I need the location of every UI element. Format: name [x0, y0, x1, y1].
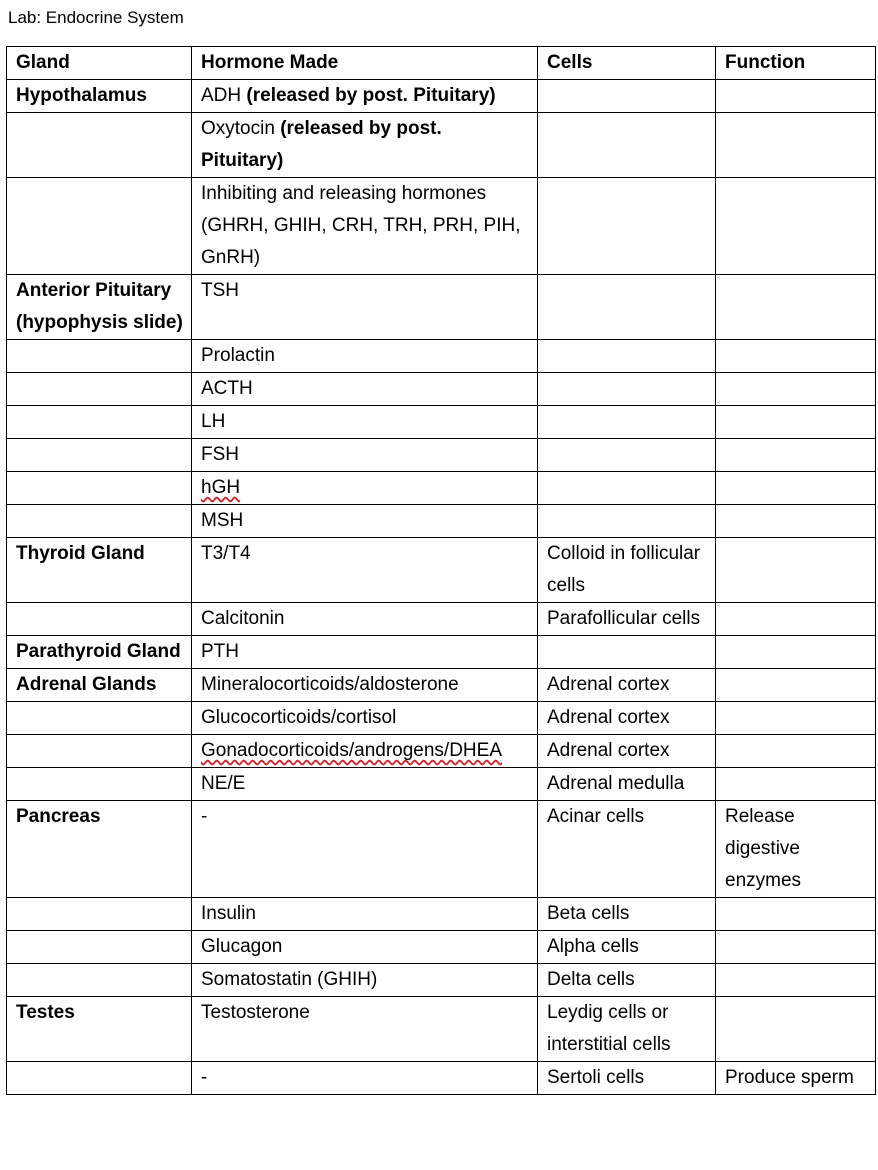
gland-cell [7, 472, 192, 505]
hormone-cell: Glucocorticoids/cortisol [192, 702, 538, 735]
table-row [7, 898, 876, 931]
cells-cell: Colloid in follicular cells [538, 538, 716, 603]
function-cell [716, 472, 876, 505]
table-row [7, 669, 876, 702]
gland-cell [7, 1062, 192, 1095]
hormone-cell [192, 113, 538, 178]
hormone-cell: Glucagon [192, 931, 538, 964]
gland-cell: Pancreas [7, 801, 192, 898]
function-cell [716, 538, 876, 603]
gland-cell [7, 603, 192, 636]
hormone-cell: LH [192, 406, 538, 439]
gland-cell [7, 340, 192, 373]
function-cell [716, 931, 876, 964]
function-cell [716, 80, 876, 113]
table-row [7, 538, 876, 603]
gland-cell [7, 768, 192, 801]
gland-cell [7, 373, 192, 406]
function-cell [716, 373, 876, 406]
function-cell [716, 898, 876, 931]
document-title: Lab: Endocrine System [8, 8, 184, 27]
function-cell [716, 636, 876, 669]
cells-cell: Parafollicular cells [538, 603, 716, 636]
function-cell [716, 113, 876, 178]
cells-cell: Adrenal medulla [538, 768, 716, 801]
cells-cell: Adrenal cortex [538, 702, 716, 735]
gland-cell: Adrenal Glands [7, 669, 192, 702]
hormone-cell: Testosterone [192, 997, 538, 1062]
function-cell: Release digestive enzymes [716, 801, 876, 898]
cells-cell [538, 406, 716, 439]
hormone-cell [192, 472, 538, 505]
table-row [7, 964, 876, 997]
function-cell [716, 997, 876, 1062]
gland-cell [7, 702, 192, 735]
header-row [7, 47, 876, 80]
hormone-cell: T3/T4 [192, 538, 538, 603]
hormone-note: (released by post. Pituitary) [201, 118, 442, 171]
gland-cell: Parathyroid Gland [7, 636, 192, 669]
table-row [7, 735, 876, 768]
table-row [7, 178, 876, 275]
header-hormone: Hormone Made [192, 47, 538, 80]
hormone-cell: Insulin [192, 898, 538, 931]
function-cell [716, 768, 876, 801]
cells-cell [538, 439, 716, 472]
hormone-cell: PTH [192, 636, 538, 669]
gland-cell [7, 178, 192, 275]
hormone-cell: - [192, 1062, 538, 1095]
header-function: Function [716, 47, 876, 80]
function-cell [716, 178, 876, 275]
cells-cell [538, 373, 716, 406]
hormone-cell: FSH [192, 439, 538, 472]
gland-cell: Hypothalamus [7, 80, 192, 113]
function-cell [716, 406, 876, 439]
gland-cell: Testes [7, 997, 192, 1062]
cells-cell: Acinar cells [538, 801, 716, 898]
cells-cell: Adrenal cortex [538, 669, 716, 702]
table-row [7, 931, 876, 964]
function-cell [716, 275, 876, 340]
hormone-text: ADH [201, 85, 242, 106]
hormone-cell: NE/E [192, 768, 538, 801]
table-row [7, 439, 876, 472]
hormone-cell: Prolactin [192, 340, 538, 373]
table-row [7, 340, 876, 373]
gland-cell: Anterior Pituitary (hypophysis slide) [7, 275, 192, 340]
spellcheck-text: hGH [201, 477, 241, 498]
function-cell [716, 669, 876, 702]
table-row [7, 406, 876, 439]
cells-cell [538, 472, 716, 505]
cells-cell: Sertoli cells [538, 1062, 716, 1095]
table-row [7, 997, 876, 1062]
hormone-cell: Inhibiting and releasing hormones (GHRH, GHIH, CRH, TRH, PRH, PIH, GnRH) [192, 178, 538, 275]
gland-cell [7, 113, 192, 178]
hormone-cell [192, 735, 538, 768]
gland-cell [7, 505, 192, 538]
cells-cell [538, 275, 716, 340]
gland-cell [7, 898, 192, 931]
table-row [7, 505, 876, 538]
hormone-note: (released by post. Pituitary) [241, 85, 496, 106]
function-cell [716, 340, 876, 373]
table-row [7, 472, 876, 505]
function-cell: Produce sperm [716, 1062, 876, 1095]
hormone-cell: Mineralocorticoids/aldosterone [192, 669, 538, 702]
table-row [7, 768, 876, 801]
gland-cell [7, 964, 192, 997]
cells-cell: Leydig cells or interstitial cells [538, 997, 716, 1062]
spellcheck-text: Gonadocorticoids/androgens/DHEA [201, 740, 503, 761]
function-cell [716, 735, 876, 768]
cells-cell [538, 113, 716, 178]
gland-cell [7, 735, 192, 768]
gland-cell: Thyroid Gland [7, 538, 192, 603]
table-row [7, 373, 876, 406]
cells-cell [538, 505, 716, 538]
gland-cell [7, 439, 192, 472]
table-row [7, 801, 876, 898]
cells-cell [538, 80, 716, 113]
table-row [7, 603, 876, 636]
function-cell [716, 964, 876, 997]
function-cell [716, 505, 876, 538]
cells-cell [538, 340, 716, 373]
hormone-cell: MSH [192, 505, 538, 538]
header-cells: Cells [538, 47, 716, 80]
hormone-cell: ACTH [192, 373, 538, 406]
cells-cell: Alpha cells [538, 931, 716, 964]
hormone-cell: Somatostatin (GHIH) [192, 964, 538, 997]
cells-cell: Beta cells [538, 898, 716, 931]
cells-cell: Adrenal cortex [538, 735, 716, 768]
hormone-cell: - [192, 801, 538, 898]
cells-cell [538, 636, 716, 669]
function-cell [716, 439, 876, 472]
function-cell [716, 603, 876, 636]
hormone-cell: Calcitonin [192, 603, 538, 636]
hormone-text: Oxytocin [201, 118, 275, 139]
cells-cell: Delta cells [538, 964, 716, 997]
header-gland: Gland [7, 47, 192, 80]
table-row [7, 702, 876, 735]
hormone-cell [192, 80, 538, 113]
table-row [7, 1062, 876, 1095]
gland-cell [7, 406, 192, 439]
table-row [7, 636, 876, 669]
function-cell [716, 702, 876, 735]
table-row [7, 80, 876, 113]
table-row [7, 113, 876, 178]
table-row [7, 275, 876, 340]
cells-cell [538, 178, 716, 275]
hormone-cell: TSH [192, 275, 538, 340]
endocrine-table [6, 46, 876, 1095]
gland-cell [7, 931, 192, 964]
